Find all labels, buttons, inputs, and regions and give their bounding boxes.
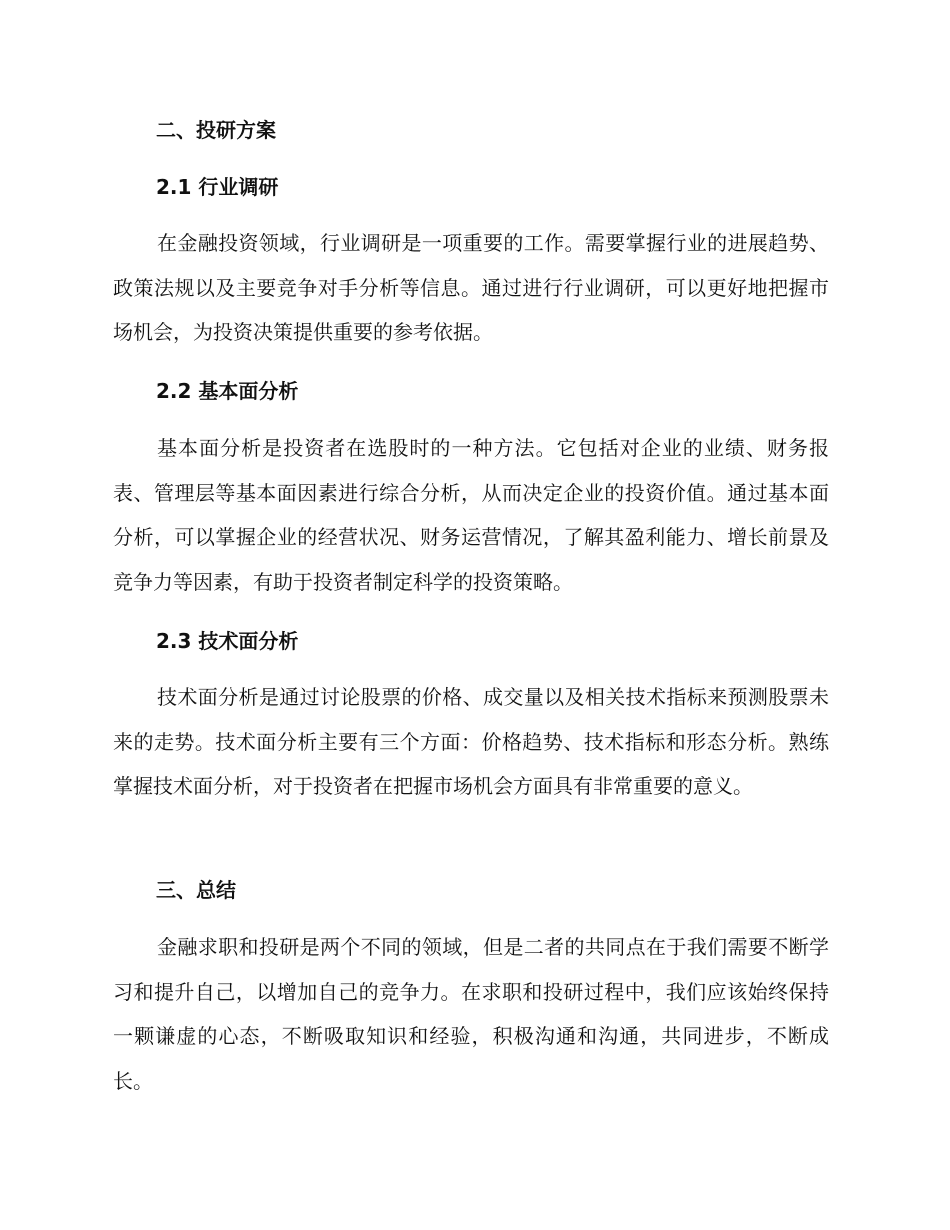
section-heading-investment-research: 二、投研方案 <box>156 118 276 142</box>
paragraph-industry-research: 在金融投资领域，行业调研是一项重要的工作。需要掌握行业的进展趋势、政策法规以及主要竞争对手分析等信息。通过进行行业调研，可以更好地把握市场机会，为投资决策提供重要的参考依据。 <box>113 231 829 344</box>
section-heading-technical-analysis: 2.3 技术面分析 <box>156 629 299 653</box>
paragraph-technical-analysis: 技术面分析是通过讨论股票的价格、成交量以及相关技术指标来预测股票未来的走势。技术面分析主要有三个方面：价格趋势、技术指标和形态分析。熟练掌握技术面分析，对于投资者在把握市场机会方面具有非常重要的意义。 <box>113 685 829 798</box>
section-heading-summary: 三、总结 <box>156 878 236 902</box>
paragraph-fundamental-analysis: 基本面分析是投资者在选股时的一种方法。它包括对企业的业绩、财务报表、管理层等基本面因素进行综合分析，从而决定企业的投资价值。通过基本面分析，可以掌握企业的经营状况、财务运营情况，了解其盈利能力、增长前景及竞争力等因素，有助于投资者制定科学的投资策略。 <box>113 436 829 594</box>
paragraph-summary: 金融求职和投研是两个不同的领域，但是二者的共同点在于我们需要不断学习和提升自己，以增加自己的竞争力。在求职和投研过程中，我们应该始终保持一颗谦虚的心态，不断吸取知识和经验，积极沟通和沟通，共同进步，不断成长。 <box>113 935 829 1093</box>
section-heading-industry-research: 2.1 行业调研 <box>156 175 279 199</box>
section-heading-fundamental-analysis: 2.2 基本面分析 <box>156 379 299 403</box>
